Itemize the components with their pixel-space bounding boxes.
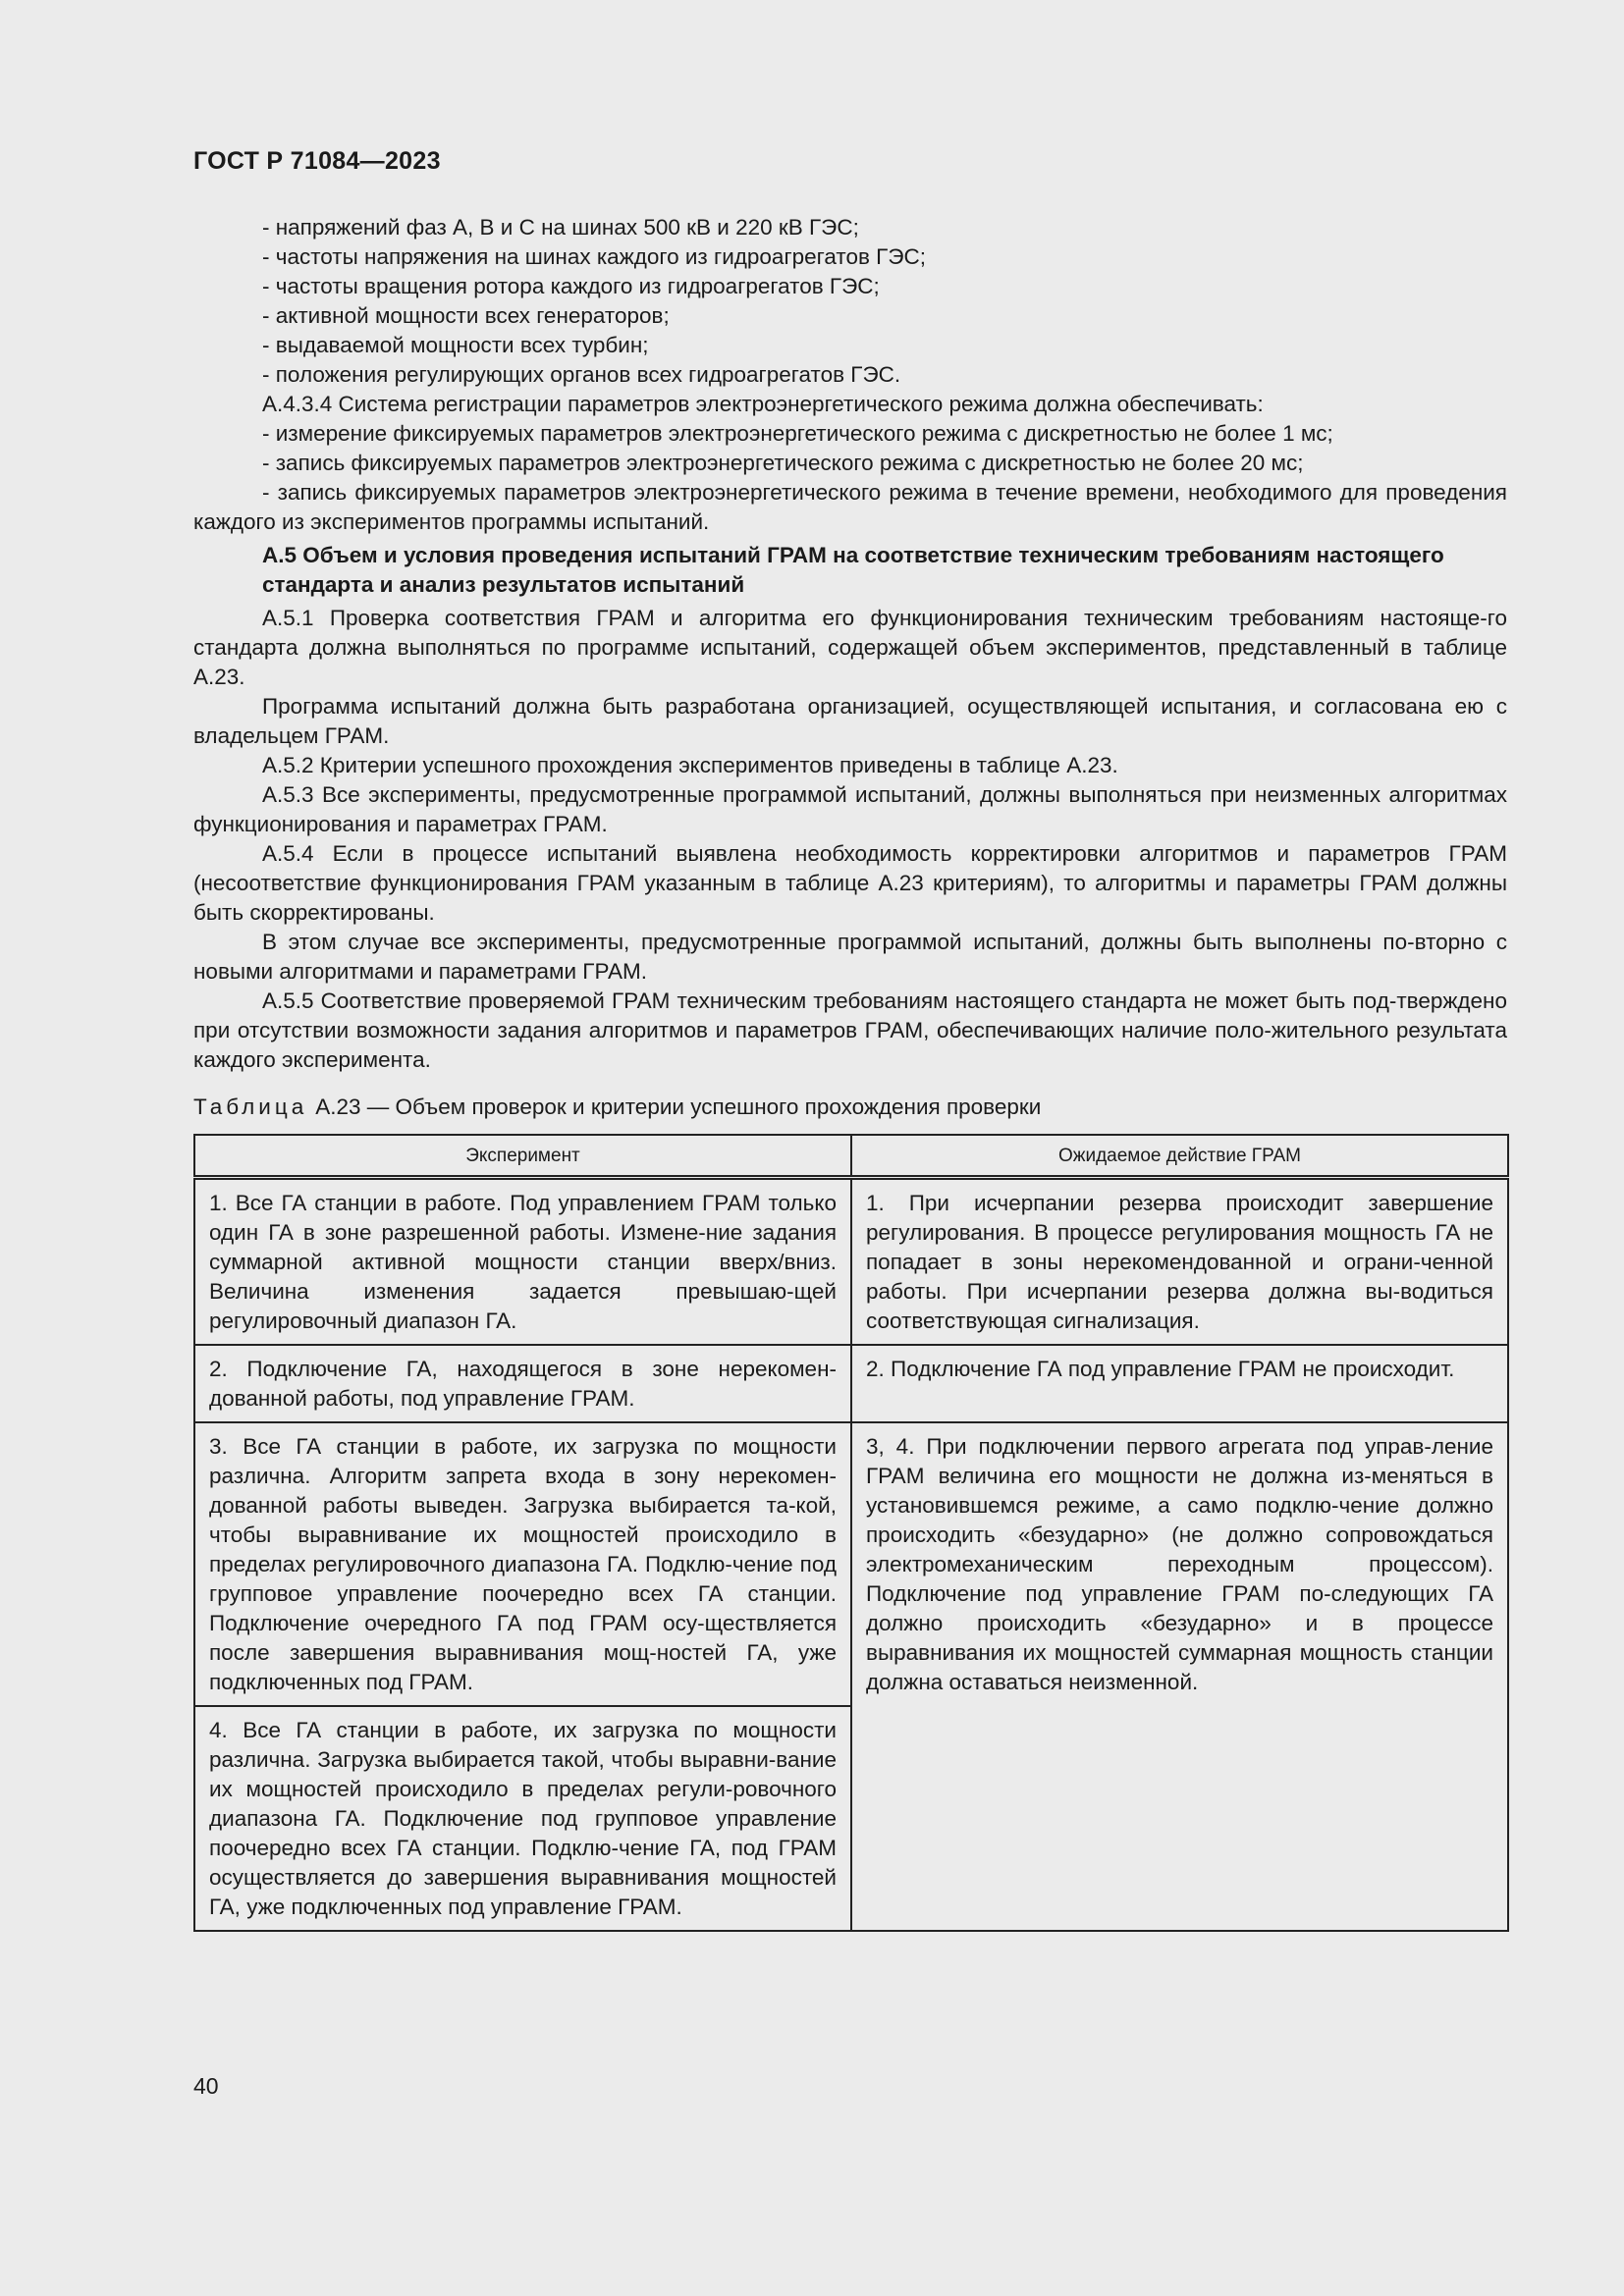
list-item: - выдаваемой мощности всех турбин; bbox=[262, 333, 649, 357]
document-header: ГОСТ Р 71084—2023 bbox=[193, 147, 441, 175]
column-header-experiment: Эксперимент bbox=[194, 1135, 851, 1178]
table-caption bbox=[193, 1093, 1507, 1122]
experiment-cell: 3. Все ГА станции в работе, их загрузка по мощности различна. Алгоритм запрета входа в зону нерекомен-дованной работы выведен. Загрузка выбирается та-кой, чтобы выравнивание их мощностей происходило в пределах регулировочного диапазона ГА. Подклю-чение под групповое управление поочередно всех ГА станции. Подключение очередного ГА под ГРАМ осу-ществляется после завершения выравнивания мощ-ностей ГА, уже подключенных под ГРАМ. bbox=[194, 1422, 851, 1706]
list-item: - частоты вращения ротора каждого из гидроагрегатов ГЭС; bbox=[262, 274, 880, 298]
list-item: - положения регулирующих органов всех гидроагрегатов ГЭС. bbox=[262, 362, 901, 387]
table-row bbox=[194, 1178, 1508, 1346]
table-row bbox=[194, 1345, 1508, 1422]
paragraph: А.5.3 Все эксперименты, предусмотренные программой испытаний, должны выполняться при неизменных алгоритмах функционирования и параметрах ГРАМ. bbox=[193, 782, 1507, 836]
clause-a434-intro: А.4.3.4 Система регистрации параметров электроэнергетического режима должна обеспечивать: bbox=[262, 392, 1264, 416]
list-item: - активной мощности всех генераторов; bbox=[262, 303, 670, 328]
list-item: - напряжений фаз А, В и С на шинах 500 кВ и 220 кВ ГЭС; bbox=[262, 215, 859, 240]
page-number: 40 bbox=[193, 2073, 219, 2099]
paragraph: А.5.4 Если в процессе испытаний выявлена необходимость корректировки алгоритмов и параметров ГРАМ (несоответствие функционирования ГРАМ указанным в таблице А.23 критериям), то алгоритмы и параметры ГРАМ должны быть скорректированы. bbox=[193, 841, 1507, 925]
paragraph: В этом случае все эксперименты, предусмотренные программой испытаний, должны быть выполнены по-вторно с новыми алгоритмами и параметрами ГРАМ. bbox=[193, 930, 1507, 984]
experiments-table bbox=[193, 1134, 1509, 1932]
table-caption-prefix: Таблица bbox=[193, 1095, 308, 1119]
table-caption-text: А.23 — Объем проверок и критерии успешного прохождения проверки bbox=[315, 1095, 1042, 1119]
experiment-cell: 1. Все ГА станции в работе. Под управлением ГРАМ только один ГА в зоне разрешенной работы. Измене-ние задания суммарной активной мощности станции вверх/вниз. Величина изменения задается превышаю-щей регулировочный диапазон ГА. bbox=[194, 1178, 851, 1346]
list-item: - измерение фиксируемых параметров электроэнергетического режима с дискретностью не более 1 мс; bbox=[262, 421, 1333, 446]
expected-action-cell: 2. Подключение ГА под управление ГРАМ не происходит. bbox=[851, 1345, 1508, 1422]
paragraph: А.5.5 Соответствие проверяемой ГРАМ техническим требованиям настоящего стандарта не может быть под-тверждено при отсутствии возможности задания алгоритмов и параметров ГРАМ, обеспечивающих наличие поло-жительного результата каждого эксперимента. bbox=[193, 988, 1507, 1072]
column-header-expected-action: Ожидаемое действие ГРАМ bbox=[851, 1135, 1508, 1178]
paragraph: Программа испытаний должна быть разработана организацией, осуществляющей испытания, и согласована ею с владельцем ГРАМ. bbox=[193, 694, 1507, 748]
clause-a434 bbox=[193, 390, 1507, 537]
list-item: - запись фиксируемых параметров электроэнергетического режима с дискретностью не более 20 мс; bbox=[262, 451, 1304, 475]
experiment-cell: 4. Все ГА станции в работе, их загрузка по мощности различна. Загрузка выбирается такой, чтобы выравни-вание их мощностей происходило в пределах регули-ровочного диапазона ГА. Подключение под групповое управление поочередно всех ГА станции. Подклю-чение ГА, под ГРАМ осуществляется до завершения выравнивания мощностей ГА, уже подключенных под управление ГРАМ. bbox=[194, 1706, 851, 1931]
paragraph: А.5.1 Проверка соответствия ГРАМ и алгоритма его функционирования техническим требованиям настояще-го стандарта должна выполняться по программе испытаний, содержащей объем экспериментов, представленный в таблице А.23. bbox=[193, 606, 1507, 689]
table-header-row bbox=[194, 1135, 1508, 1178]
section-heading: А.5 Объем и условия проведения испытаний ГРАМ на соответствие техническим требованиям настоящего стандарта и анализ результатов испытаний bbox=[262, 543, 1444, 597]
expected-action-cell: 3, 4. При подключении первого агрегата под управ-ление ГРАМ величина его мощности не должна из-меняться в установившемся режиме, а само подклю-чение должно происходить «безударно» (не должно сопровождаться электромеханическим переходным процессом). Подключение под управление ГРАМ по-следующих ГА должно происходить «безударно» и в процессе выравнивания их мощностей суммарная мощность станции должна оставаться неизменной. bbox=[851, 1422, 1508, 1931]
measured-parameters-list bbox=[193, 213, 1507, 390]
list-item: - частоты напряжения на шинах каждого из гидроагрегатов ГЭС; bbox=[262, 244, 927, 269]
section-a5 bbox=[193, 541, 1507, 1075]
document-page bbox=[193, 147, 1507, 1932]
list-item: - запись фиксируемых параметров электроэнергетического режима в течение времени, необходимого для проведения каждого из экспериментов программы испытаний. bbox=[193, 480, 1507, 534]
expected-action-cell: 1. При исчерпании резерва происходит завершение регулирования. В процессе регулирования мощность ГА не попадает в зоны нерекомендованной и ограни-ченной работы. При исчерпании резерва должна вы-водиться соответствующая сигнализация. bbox=[851, 1178, 1508, 1346]
table-row bbox=[194, 1422, 1508, 1706]
experiment-cell: 2. Подключение ГА, находящегося в зоне нерекомен-дованной работы, под управление ГРАМ. bbox=[194, 1345, 851, 1422]
paragraph: А.5.2 Критерии успешного прохождения экспериментов приведены в таблице А.23. bbox=[262, 753, 1118, 777]
